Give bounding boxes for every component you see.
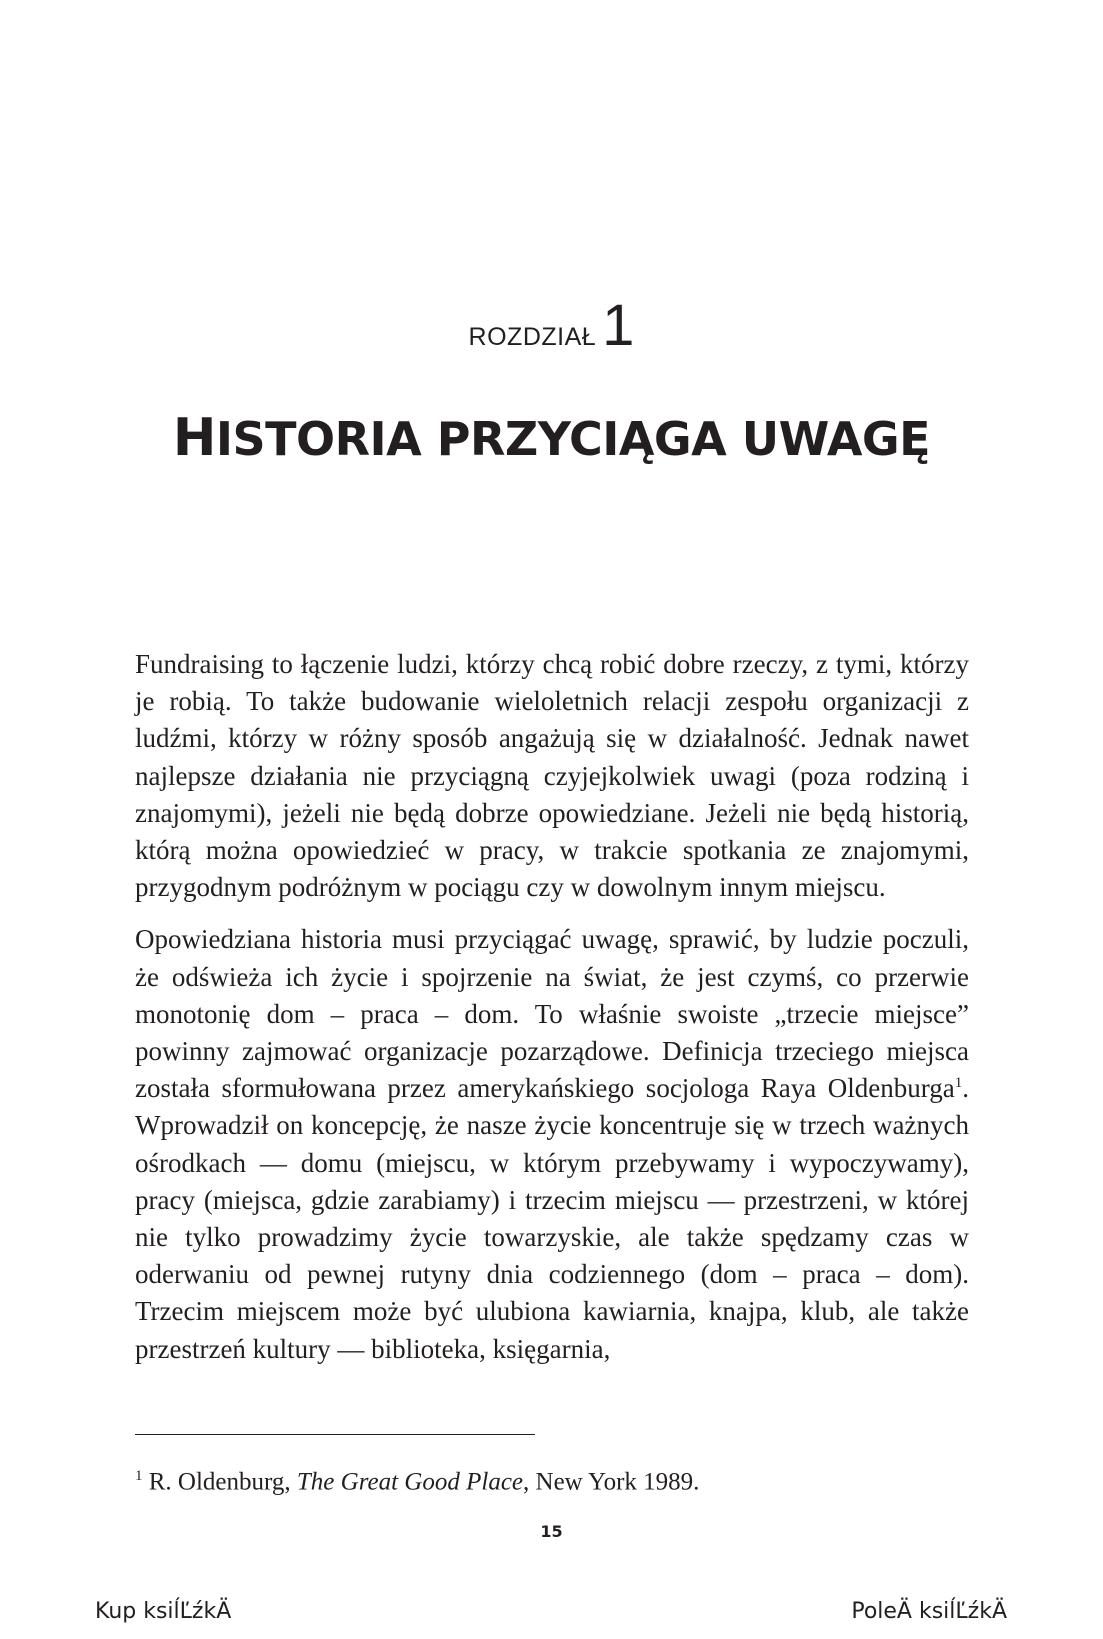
body-text bbox=[135, 646, 969, 1383]
page-number: 15 bbox=[540, 1522, 563, 1541]
chapter-title bbox=[0, 408, 1103, 468]
chapter-word: ROZDZIAŁ bbox=[468, 323, 597, 351]
recommend-book-link[interactable]: PoleÄ ksiĺĽźkÄ bbox=[851, 1599, 1007, 1624]
paragraph-2 bbox=[135, 921, 969, 1367]
footnote-marker: 1 bbox=[135, 1468, 143, 1484]
footnote bbox=[135, 1468, 699, 1496]
chapter-label bbox=[0, 292, 1103, 359]
buy-book-link[interactable]: Kup ksiĺĽźkÄ bbox=[95, 1599, 232, 1624]
footnote-book-title: The Great Good Place bbox=[296, 1468, 524, 1496]
chapter-title-rest: ISTORIA PRZYCIĄGA UWAGĘ bbox=[215, 412, 931, 466]
footnote-rest: , New York 1989. bbox=[523, 1468, 700, 1496]
chapter-number: 1 bbox=[602, 293, 635, 358]
footnote-author: R. Oldenburg, bbox=[142, 1468, 297, 1496]
chapter-title-initial: H bbox=[172, 408, 216, 468]
paragraph-1: Fundraising to łączenie ludzi, którzy chcą robić dobre rzeczy, z tymi, którzy je robią. To także budowanie wieloletnich relacji zespołu organizacji z ludźmi, którzy w różny sposób angażują się w działalność. Jednak nawet najlepsze działania nie przyciągną czyjejkolwiek uwagi (poza rodziną i znajomymi), jeżeli nie będą dobrze opowiedziane. Jeżeli nie będą historią, którą można opowiedzieć w pracy, w trakcie spotkania ze znajomymi, przygodnym podróżnym w pociągu czy w dowolnym innym miejscu. bbox=[135, 649, 969, 903]
paragraph-2-part-1: Opowiedziana historia musi przyciągać uwagę, sprawić, by ludzie poczuli, że odświeża ich życie i spojrzenie na świat, że jest czymś, co przerwie monotonię dom – praca – dom. To właśnie swoiste „trzecie miejsce” powinny zajmować organizacje pozarządowe. Definicja trzeciego miejsca została sformułowana przez amerykańskiego socjologa Raya Oldenburga bbox=[135, 924, 969, 1104]
footnote-reference[interactable]: 1 bbox=[954, 1075, 963, 1092]
paragraph-2-part-2: . Wprowadził on koncepcję, że nasze życie koncentruje się w trzech ważnych ośrodkach — domu (miejscu, w którym przebywamy i wypoczywamy), pracy (miejsca, gdzie zarabiamy) i trzecim miejscu — przestrzeni, w której nie tylko prowadzimy życie towarzyskie, ale także spędzamy czas w oderwaniu od pewnej rutyny dnia codziennego (dom – praca – dom). Trzecim miejscem może być ulubiona kawiarnia, knajpa, klub, ale także przestrzeń kultury — biblioteka, księgarnia, bbox=[135, 1073, 969, 1364]
footnote-divider bbox=[135, 1434, 535, 1435]
